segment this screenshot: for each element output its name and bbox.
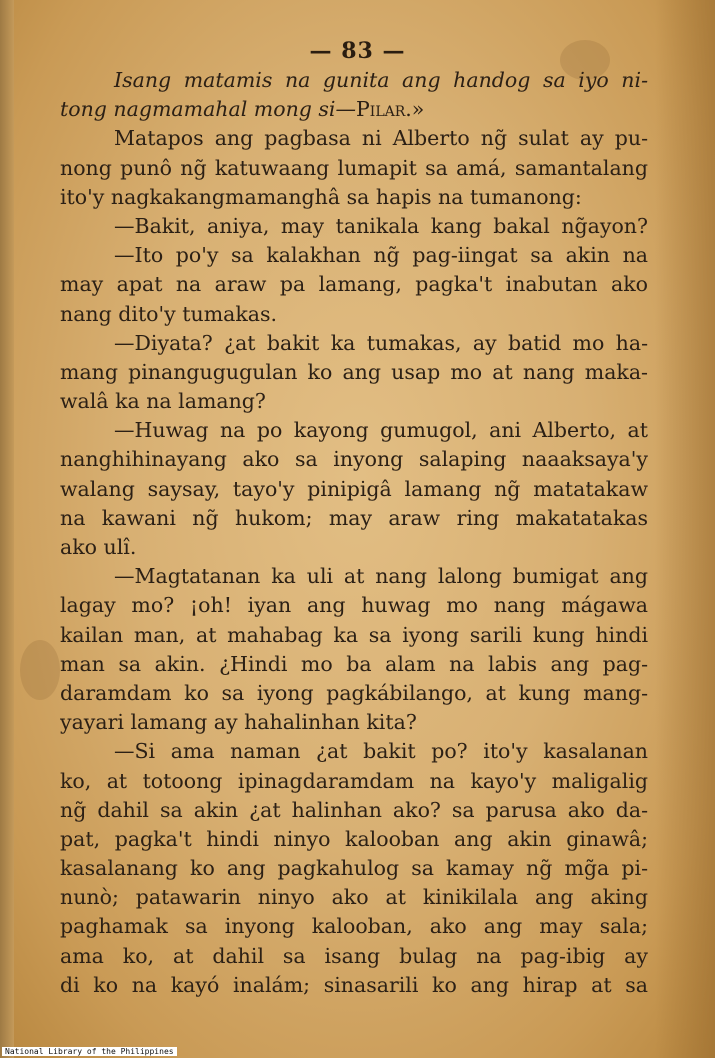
text-line bbox=[60, 942, 648, 971]
text-line-content: mang pinangugugulan ko ang usap mo at nang maka- bbox=[60, 359, 648, 384]
text-line-content: nanghihinayang ako sa inyong salaping naaaksaya'y bbox=[60, 447, 648, 472]
text-line-content: —Si ama naman ¿at bakit po? ito'y kasalanan bbox=[114, 739, 648, 764]
text-line-content: tong nagmamahal mong si— bbox=[60, 97, 356, 122]
text-line bbox=[60, 971, 648, 1000]
library-credit: National Library of the Philippines bbox=[2, 1047, 177, 1056]
text-line bbox=[60, 621, 648, 650]
text-line-content: paghamak sa inyong kalooban, ako ang may sala; bbox=[60, 914, 648, 939]
text-line bbox=[60, 796, 648, 825]
page-number: — 83 — bbox=[309, 38, 406, 64]
text-line-content: may apat na araw pa lamang, pagka't inabutan ako bbox=[60, 272, 648, 297]
page-left-edge bbox=[0, 0, 14, 1058]
text-line bbox=[60, 679, 648, 708]
text-line bbox=[60, 708, 648, 737]
text-line-content: daramdam ko sa iyong pagkábilango, at kung mang- bbox=[60, 680, 648, 705]
text-line-content: —Ito po'y sa kalakhan ng̃ pag-iingat sa akin na bbox=[114, 243, 648, 268]
text-line-content: lagay mo? ¡oh! iyan ang huwag mo nang mágawa bbox=[60, 593, 648, 618]
text-line-content: ko, at totoong ipinagdaramdam na kayo'y maligalig bbox=[60, 768, 648, 793]
text-line bbox=[60, 241, 648, 270]
text-line bbox=[60, 562, 648, 591]
text-line bbox=[60, 95, 648, 124]
text-line-content: walâ ka na lamang? bbox=[60, 389, 266, 414]
text-line-content: ito'y nagkakangmamanghâ sa hapis na tumanong: bbox=[60, 184, 582, 209]
text-line-content: ng̃ dahil sa akin ¿at halinhan ako? sa parusa ako da- bbox=[60, 797, 648, 822]
text-line bbox=[60, 650, 648, 679]
text-line bbox=[60, 154, 648, 183]
text-line bbox=[60, 124, 648, 153]
text-line bbox=[60, 66, 648, 95]
text-line bbox=[60, 504, 648, 533]
text-line-content: nong punô ng̃ katuwaang lumapit sa amá, samantalang bbox=[60, 155, 648, 180]
text-line-content: —Diyata? ¿at bakit ka tumakas, ay batid mo ha- bbox=[114, 330, 648, 355]
body-text bbox=[60, 66, 648, 1000]
text-line bbox=[60, 212, 648, 241]
text-line-content: nunò; patawarin ninyo ako at kinikilala ang aking bbox=[60, 885, 648, 910]
text-line bbox=[60, 825, 648, 854]
text-line-content: kailan man, at mahabag ka sa iyong sarili kung hindi bbox=[60, 622, 648, 647]
text-line-content: —Huwag na po kayong gumugol, ani Alberto, at bbox=[114, 418, 648, 443]
text-line bbox=[60, 300, 648, 329]
text-line bbox=[60, 387, 648, 416]
text-line-content: ama ko, at dahil sa isang bulag na pag-ibig ay bbox=[60, 943, 648, 968]
paper-stain bbox=[20, 640, 60, 700]
text-line bbox=[60, 767, 648, 796]
text-line-content: man sa akin. ¿Hindi mo ba alam na labis ang pag- bbox=[60, 651, 648, 676]
text-line bbox=[60, 533, 648, 562]
text-line-content: ako ulî. bbox=[60, 535, 137, 559]
text-line bbox=[60, 854, 648, 883]
text-line-content: yayari lamang ay hahalinhan kita? bbox=[60, 710, 417, 735]
text-line-content: Matapos ang pagbasa ni Alberto ng̃ sulat ay pu- bbox=[114, 126, 648, 151]
text-line bbox=[60, 183, 648, 212]
text-line-content: —Bakit, aniya, may tanikala kang bakal ng̃ayon? bbox=[114, 213, 648, 238]
text-line-content: Isang matamis na gunita ang handog sa iyo ni- bbox=[114, 68, 648, 92]
text-line bbox=[60, 445, 648, 474]
text-line-content: di ko na kayó inalám; sinasarili ko ang hirap at sa bbox=[60, 972, 648, 997]
text-line bbox=[60, 591, 648, 620]
text-line bbox=[60, 912, 648, 941]
signature-name: Pilar.» bbox=[356, 97, 425, 122]
text-line-content: walang saysay, tayo'y pinipigâ lamang ng̃ matatakaw bbox=[60, 476, 648, 501]
text-line bbox=[60, 737, 648, 766]
text-line bbox=[60, 329, 648, 358]
text-line-content: pat, pagka't hindi ninyo kalooban ang akin ginawâ; bbox=[60, 826, 648, 851]
text-line-content: —Magtatanan ka uli at nang lalong bumigat ang bbox=[114, 564, 648, 589]
text-line-content: na kawani ng̃ hukom; may araw ring makatatakas bbox=[60, 505, 648, 530]
page-right-edge bbox=[655, 0, 715, 1058]
text-line bbox=[60, 358, 648, 387]
text-line-content: nang dito'y tumakas. bbox=[60, 301, 278, 326]
text-line bbox=[60, 475, 648, 504]
text-line bbox=[60, 416, 648, 445]
text-line bbox=[60, 270, 648, 299]
text-line bbox=[60, 883, 648, 912]
text-line-content: kasalanang ko ang pagkahulog sa kamay ng̃ mg̃a pi- bbox=[60, 856, 648, 881]
